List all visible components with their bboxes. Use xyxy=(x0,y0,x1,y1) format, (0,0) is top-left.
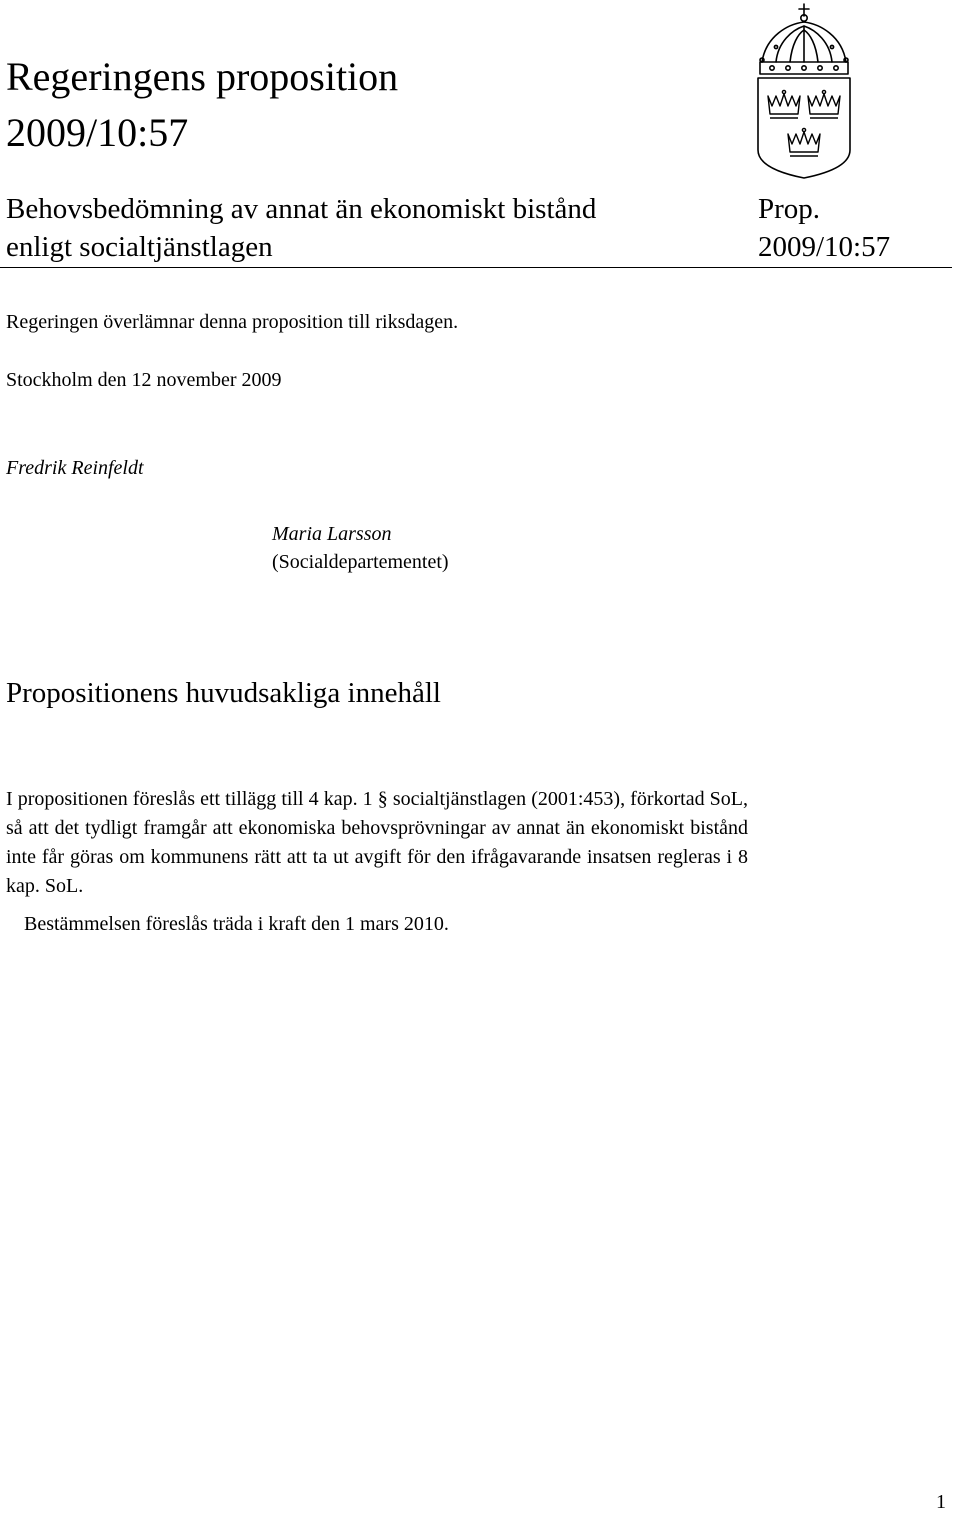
minister-signature: Maria Larsson xyxy=(272,523,392,545)
swedish-government-crest-icon xyxy=(752,2,856,180)
prime-minister-signature: Fredrik Reinfeldt xyxy=(6,457,144,479)
prop-label-number: 2009/10:57 xyxy=(758,231,891,263)
department-name: (Socialdepartementet) xyxy=(272,551,449,573)
document-subtitle-line-2: enligt socialtjänstlagen xyxy=(6,231,273,263)
submission-statement: Regeringen överlämnar denna proposition till riksdagen. xyxy=(6,311,459,333)
prop-label: Prop. xyxy=(758,193,821,225)
place-and-date: Stockholm den 12 november 2009 xyxy=(6,369,282,391)
document-title: Regeringens proposition xyxy=(6,54,399,99)
document-subtitle-line-1: Behovsbedömning av annat än ekonomiskt bistånd xyxy=(6,193,597,225)
page-number: 1 xyxy=(936,1491,946,1513)
summary-paragraph: I propositionen föreslås ett tillägg till 4 kap. 1 § socialtjänstlagen (2001:453), förkortad SoL, så att det tydligt framgår att ekonomiska behovsprövningar av annat än ekonomiskt bistånd inte får göras om kommunens rätt att ta ut avgift för den ifrågavarande insatsen regleras i 8 kap. SoL. xyxy=(6,788,748,897)
summary-effective-date: Bestämmelsen föreslås träda i kraft den 1 mars 2010. xyxy=(24,913,449,935)
section-heading: Propositionens huvudsakliga innehåll xyxy=(6,677,441,709)
header-divider xyxy=(0,267,952,268)
proposition-number: 2009/10:57 xyxy=(6,110,189,155)
